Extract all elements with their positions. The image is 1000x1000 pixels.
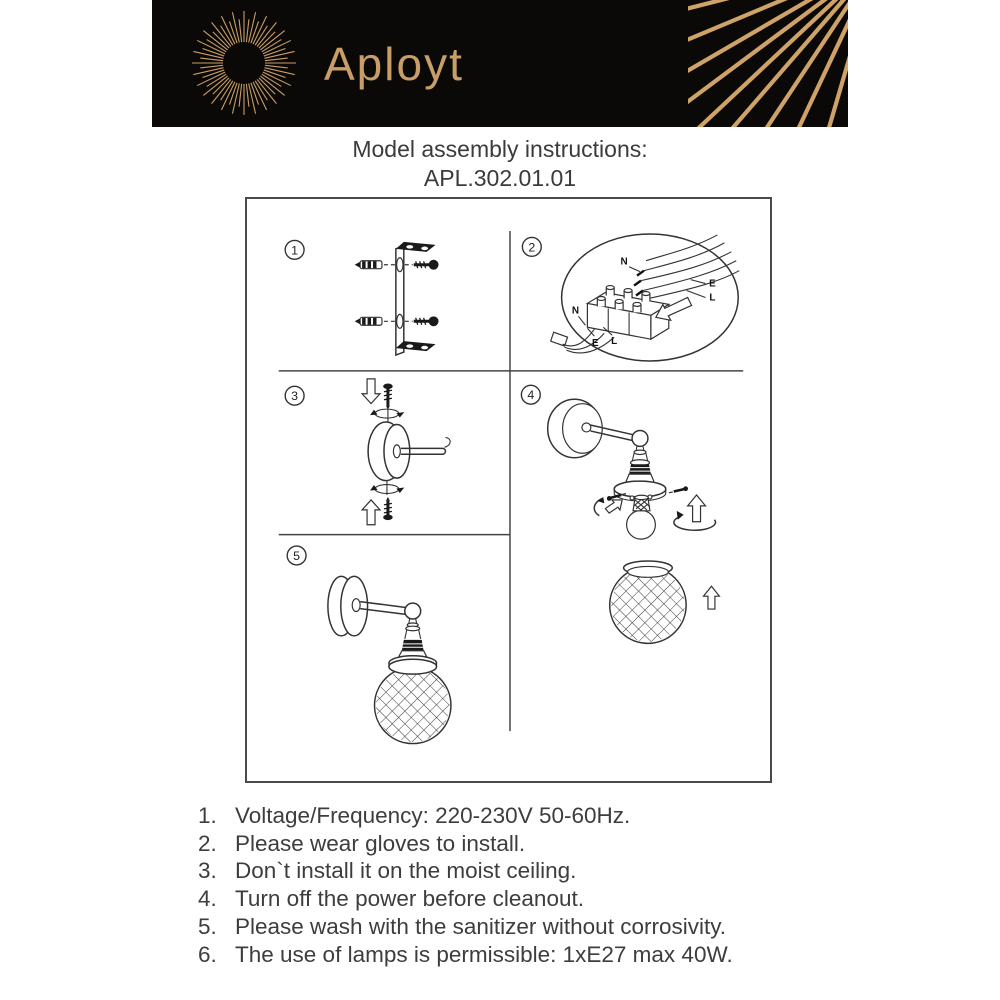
item-number: 2.	[198, 830, 217, 856]
arrow-up-icon	[362, 500, 380, 525]
rotate-icon	[370, 481, 404, 495]
arrow-up-right-icon	[605, 500, 622, 513]
svg-text:L: L	[709, 292, 716, 304]
list-item	[198, 802, 878, 830]
arrow-up-icon	[704, 586, 720, 609]
rotate-icon	[370, 409, 404, 422]
page-title: Model assembly instructions:	[352, 136, 648, 162]
canopy-screw-fixing-drawing	[362, 379, 450, 525]
brand-banner	[152, 0, 848, 127]
terminal-block-wiring-drawing	[551, 234, 740, 361]
screw-icon	[383, 497, 393, 520]
step-5-panel	[287, 546, 451, 743]
step-4-panel	[521, 385, 719, 643]
assembly-diagram	[245, 197, 772, 783]
screw-icon	[405, 316, 439, 326]
arrow-down-icon	[362, 379, 380, 404]
item-text: Turn off the power before cleanout.	[235, 886, 584, 912]
step-4-badge	[521, 385, 540, 404]
lamp-body-bulb-install-drawing	[548, 399, 720, 643]
mesh-globe-drawing	[610, 561, 686, 643]
svg-text:E: E	[709, 278, 716, 290]
wall-anchor-icon	[355, 261, 396, 269]
screw-icon	[383, 384, 393, 410]
item-text: The use of lamps is permissible: 1xE27 max 40W.	[235, 941, 733, 967]
item-number: 3.	[198, 858, 217, 884]
mesh-globe-drawing	[375, 659, 451, 743]
svg-text:4: 4	[527, 388, 535, 403]
item-number: 4.	[198, 886, 217, 912]
item-text: Please wash with the sanitizer without corrosivity.	[235, 913, 727, 939]
title-block	[0, 135, 1000, 193]
list-item	[198, 857, 878, 885]
item-text: Don`t install it on the moist ceiling.	[235, 858, 577, 884]
svg-text:N: N	[571, 305, 580, 317]
item-text: Voltage/Frequency: 220-230V 50-60Hz.	[235, 803, 631, 828]
list-item	[198, 885, 878, 913]
direction-arrow-icon	[656, 297, 692, 320]
step-1-panel	[285, 240, 438, 355]
step-1-badge	[285, 240, 304, 259]
corner-rays-icon	[688, 0, 848, 127]
svg-text:3: 3	[291, 389, 299, 404]
arrow-up-icon	[688, 495, 706, 522]
list-item	[198, 830, 878, 858]
item-number: 5.	[198, 913, 217, 939]
list-item	[198, 941, 878, 969]
brand-name: Aployt	[324, 37, 464, 90]
item-number: 6.	[198, 941, 217, 967]
svg-text:1: 1	[291, 243, 299, 258]
step-3-panel	[285, 379, 450, 525]
assembled-wall-lamp-drawing	[328, 576, 451, 743]
wall-anchor-icon	[355, 317, 396, 325]
list-item	[198, 913, 878, 941]
svg-text:E: E	[592, 338, 599, 350]
wall-bracket-anchors-screws-drawing	[355, 242, 439, 355]
step-5-badge	[287, 546, 306, 565]
step-3-badge	[285, 386, 304, 405]
svg-text:N: N	[620, 256, 628, 268]
item-number: 1.	[198, 803, 217, 828]
svg-text:2: 2	[528, 240, 536, 255]
svg-text:5: 5	[293, 548, 301, 563]
bulb-icon	[627, 495, 656, 539]
sunburst-icon	[152, 0, 342, 127]
model-number: APL.302.01.01	[423, 165, 577, 191]
step-2-panel	[522, 234, 739, 361]
screw-icon	[405, 260, 439, 270]
svg-text:L: L	[611, 336, 618, 348]
item-text: Please wear gloves to install.	[235, 830, 526, 856]
instructions-list	[198, 802, 878, 968]
screw-icon	[666, 486, 688, 493]
step-2-badge	[522, 237, 541, 256]
